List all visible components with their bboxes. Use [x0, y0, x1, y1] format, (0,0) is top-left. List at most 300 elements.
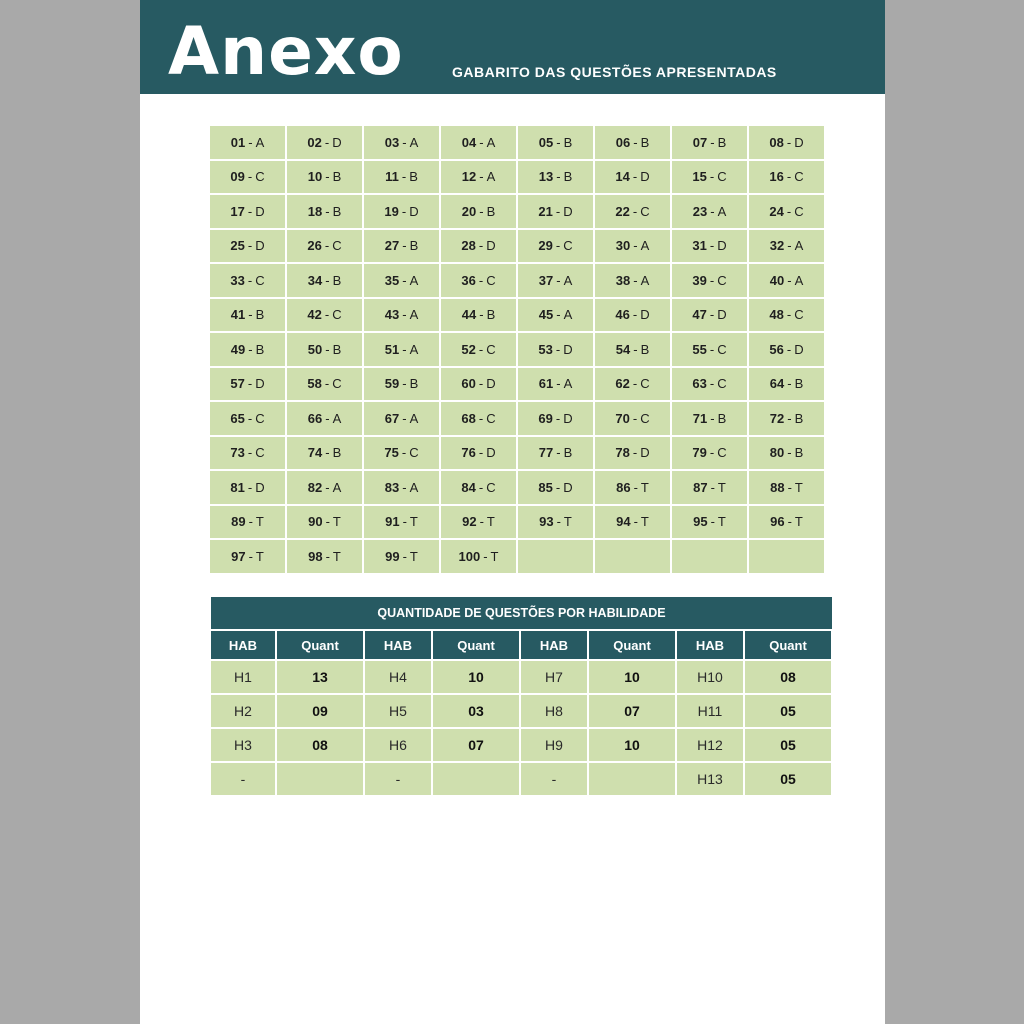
answer-letter: A — [409, 341, 419, 357]
answer-letter: D — [563, 341, 573, 357]
answer-separator: - — [479, 134, 484, 150]
answer-letter: C — [640, 203, 650, 219]
skill-code-cell: H1 — [211, 661, 275, 693]
answer-separator: - — [556, 169, 561, 185]
question-number: 61 — [538, 376, 554, 392]
answer-letter: D — [794, 134, 804, 150]
answer-letter: B — [563, 169, 573, 185]
answer-key-cell — [595, 333, 670, 366]
question-number: 86 — [616, 479, 631, 495]
question-number: 36 — [461, 272, 476, 288]
question-number: 59 — [384, 376, 400, 392]
skill-code-cell: - — [521, 763, 587, 795]
question-number: 100 — [458, 548, 481, 564]
answer-separator: - — [325, 548, 330, 564]
answer-letter: D — [409, 203, 419, 219]
question-number: 52 — [461, 341, 476, 357]
answer-letter: C — [486, 479, 496, 495]
answer-separator: - — [786, 307, 792, 323]
answer-separator: - — [709, 376, 715, 392]
answer-separator: - — [710, 514, 715, 530]
answer-separator: - — [479, 203, 484, 219]
question-number: 19 — [384, 203, 399, 219]
answer-letter: D — [486, 238, 496, 254]
question-number: 84 — [461, 479, 476, 495]
answer-separator: - — [401, 169, 407, 185]
answer-key-cell — [364, 264, 439, 297]
answer-letter: A — [486, 169, 496, 185]
answer-letter: T — [255, 514, 264, 530]
answer-key-cell — [672, 506, 747, 539]
skill-quantity-cell: 09 — [277, 695, 363, 727]
question-number: 33 — [230, 272, 245, 288]
answer-key-cell — [364, 161, 439, 194]
question-number: 37 — [538, 272, 554, 288]
answer-key-grid — [210, 126, 824, 573]
answer-key-cell — [672, 437, 747, 470]
question-number: 24 — [769, 203, 784, 219]
answer-key-cell — [518, 161, 593, 194]
question-number: 55 — [692, 341, 707, 357]
skill-quantity-cell — [589, 763, 675, 795]
answer-separator: - — [786, 203, 792, 219]
question-number: 01 — [230, 134, 246, 150]
answer-letter: T — [640, 479, 649, 495]
skill-code-cell: H4 — [365, 661, 431, 693]
skill-code-cell: H5 — [365, 695, 431, 727]
answer-key-cell — [672, 540, 747, 573]
answer-letter: B — [409, 169, 418, 185]
answer-letter: C — [255, 169, 265, 185]
answer-letter: B — [717, 410, 727, 426]
answer-letter: C — [332, 376, 342, 392]
answer-separator: - — [248, 548, 253, 564]
answer-key-cell — [441, 126, 516, 159]
column-header-hab: HAB — [677, 631, 743, 659]
question-number: 99 — [385, 548, 400, 564]
answer-separator: - — [248, 514, 253, 530]
answer-separator: - — [325, 514, 330, 530]
answer-separator: - — [247, 376, 253, 392]
answer-separator: - — [325, 479, 330, 495]
question-number: 80 — [769, 445, 785, 461]
answer-key-cell — [287, 540, 362, 573]
question-number: 79 — [692, 445, 707, 461]
answer-letter: A — [794, 272, 804, 288]
answer-letter: T — [794, 514, 803, 530]
answer-letter: B — [717, 134, 727, 150]
question-number: 10 — [307, 169, 323, 185]
column-header-hab: HAB — [211, 631, 275, 659]
question-number: 58 — [307, 376, 322, 392]
answer-separator: - — [248, 307, 253, 323]
column-header-quant: Quant — [589, 631, 675, 659]
skill-code-cell: H12 — [677, 729, 743, 761]
answer-letter: B — [563, 445, 573, 461]
answer-key-cell — [595, 471, 670, 504]
question-number: 08 — [769, 134, 784, 150]
question-number: 25 — [230, 238, 245, 254]
question-number: 73 — [230, 445, 245, 461]
answer-key-cell — [749, 402, 824, 435]
answer-key-cell — [518, 333, 593, 366]
answer-letter: D — [563, 479, 573, 495]
answer-key-cell — [364, 230, 439, 263]
answer-separator: - — [709, 307, 715, 323]
answer-letter: B — [409, 238, 419, 254]
skill-quantity-cell: 05 — [745, 763, 831, 795]
answer-key-cell — [364, 333, 439, 366]
answer-separator: - — [555, 238, 561, 254]
skill-quantity-cell: 10 — [433, 661, 519, 693]
answer-key-cell — [364, 540, 439, 573]
answer-letter: C — [717, 445, 727, 461]
answer-separator: - — [402, 410, 407, 426]
answer-separator: - — [709, 238, 715, 254]
answer-key-cell — [595, 299, 670, 332]
answer-key-cell — [287, 195, 362, 228]
skills-table-title: QUANTIDADE DE QUESTÕES POR HABILIDADE — [211, 597, 832, 629]
answer-key-cell — [595, 368, 670, 401]
question-number: 26 — [307, 238, 322, 254]
answer-key-cell — [287, 299, 362, 332]
answer-key-cell — [518, 402, 593, 435]
question-number: 31 — [692, 238, 707, 254]
answer-separator: - — [710, 410, 715, 426]
question-number: 60 — [461, 376, 476, 392]
answer-separator: - — [556, 307, 561, 323]
answer-separator: - — [786, 134, 792, 150]
answer-letter: T — [717, 479, 726, 495]
answer-key-cell — [287, 402, 362, 435]
skill-code-cell: H11 — [677, 695, 743, 727]
column-header-quant: Quant — [745, 631, 831, 659]
question-number: 68 — [461, 410, 476, 426]
answer-key-cell — [210, 264, 285, 297]
answer-separator: - — [632, 169, 638, 185]
answer-separator: - — [478, 238, 484, 254]
question-number: 04 — [461, 134, 477, 150]
answer-letter: A — [255, 134, 265, 150]
answer-letter: D — [486, 445, 496, 461]
question-number: 89 — [231, 514, 246, 530]
answer-key-cell — [210, 299, 285, 332]
answer-separator: - — [478, 410, 484, 426]
answer-key-cell — [210, 437, 285, 470]
answer-separator: - — [787, 445, 792, 461]
answer-letter: C — [717, 169, 727, 185]
answer-key-cell — [749, 230, 824, 263]
answer-letter: D — [255, 479, 265, 495]
answer-separator: - — [401, 203, 407, 219]
answer-key-cell — [518, 506, 593, 539]
answer-key-cell — [749, 161, 824, 194]
answer-key-cell — [441, 195, 516, 228]
answer-key-cell — [749, 126, 824, 159]
answer-key-cell — [364, 299, 439, 332]
answer-key-cell — [287, 126, 362, 159]
answer-key-cell — [287, 368, 362, 401]
answer-separator: - — [633, 479, 638, 495]
question-number: 11 — [385, 169, 399, 185]
answer-letter: T — [332, 514, 341, 530]
answer-key-cell — [749, 299, 824, 332]
answer-separator: - — [786, 341, 792, 357]
answer-letter: D — [255, 238, 265, 254]
answer-letter: B — [794, 410, 804, 426]
question-number: 09 — [230, 169, 245, 185]
answer-letter: D — [794, 341, 804, 357]
answer-separator: - — [479, 514, 484, 530]
answer-key-cell — [210, 506, 285, 539]
answer-letter: T — [409, 514, 418, 530]
answer-key-cell — [595, 126, 670, 159]
answer-separator: - — [633, 238, 638, 254]
answer-letter: D — [640, 307, 650, 323]
answer-key-cell — [364, 195, 439, 228]
answer-key-cell — [595, 437, 670, 470]
question-number: 23 — [692, 203, 708, 219]
answer-separator: - — [555, 479, 561, 495]
question-number: 13 — [538, 169, 554, 185]
question-number: 39 — [692, 272, 707, 288]
answer-separator: - — [478, 341, 484, 357]
answer-letter: C — [794, 307, 804, 323]
question-number: 41 — [230, 307, 246, 323]
answer-letter: A — [563, 307, 573, 323]
question-number: 98 — [308, 548, 323, 564]
question-number: 94 — [616, 514, 631, 530]
answer-key-cell — [287, 230, 362, 263]
answer-separator: - — [324, 134, 330, 150]
answer-letter: B — [794, 445, 804, 461]
answer-letter: T — [409, 548, 418, 564]
skill-code-cell: - — [211, 763, 275, 795]
skill-code-cell: - — [365, 763, 431, 795]
answer-key-cell — [210, 230, 285, 263]
answer-key-cell — [518, 471, 593, 504]
answer-separator: - — [556, 445, 561, 461]
answer-separator: - — [556, 376, 561, 392]
answer-separator: - — [324, 307, 330, 323]
skill-code-cell: H2 — [211, 695, 275, 727]
column-header-quant: Quant — [433, 631, 519, 659]
answer-separator: - — [786, 169, 792, 185]
answer-letter: C — [332, 238, 342, 254]
answer-key-cell — [210, 471, 285, 504]
answer-key-cell — [287, 437, 362, 470]
answer-separator: - — [710, 203, 715, 219]
answer-letter: D — [640, 445, 650, 461]
answer-key-cell — [672, 402, 747, 435]
answer-letter: A — [486, 134, 496, 150]
answer-key-cell — [441, 264, 516, 297]
answer-key-cell — [441, 506, 516, 539]
answer-separator: - — [247, 445, 253, 461]
answer-key-cell — [364, 506, 439, 539]
answer-key-cell — [518, 230, 593, 263]
answer-key-cell — [749, 195, 824, 228]
answer-separator: - — [402, 479, 407, 495]
skills-table-grid — [211, 631, 832, 795]
skill-quantity-cell: 05 — [745, 729, 831, 761]
answer-separator: - — [402, 341, 407, 357]
answer-letter: A — [794, 238, 804, 254]
answer-key-cell — [672, 471, 747, 504]
question-number: 63 — [692, 376, 707, 392]
answer-key-cell — [518, 195, 593, 228]
skill-code-cell: H8 — [521, 695, 587, 727]
answer-key-cell — [210, 195, 285, 228]
question-number: 67 — [384, 410, 400, 426]
answer-separator: - — [325, 445, 330, 461]
answer-key-cell — [441, 437, 516, 470]
question-number: 92 — [462, 514, 477, 530]
answer-separator: - — [632, 376, 638, 392]
answer-separator: - — [402, 376, 407, 392]
answer-key-cell — [595, 540, 670, 573]
answer-separator: - — [247, 272, 253, 288]
answer-separator: - — [709, 169, 715, 185]
answer-letter: B — [332, 169, 342, 185]
question-number: 46 — [615, 307, 630, 323]
question-number: 66 — [307, 410, 323, 426]
answer-letter: A — [332, 479, 342, 495]
answer-letter: A — [409, 272, 419, 288]
question-number: 62 — [615, 376, 630, 392]
answer-letter: D — [717, 307, 727, 323]
answer-key-cell — [518, 540, 593, 573]
skill-quantity-cell: 08 — [745, 661, 831, 693]
answer-separator: - — [483, 548, 488, 564]
answer-separator: - — [248, 134, 253, 150]
answer-letter: T — [490, 548, 499, 564]
question-number: 18 — [307, 203, 323, 219]
question-number: 90 — [308, 514, 323, 530]
question-number: 20 — [461, 203, 477, 219]
answer-letter: T — [486, 514, 495, 530]
answer-separator: - — [247, 479, 253, 495]
answer-key-cell — [672, 161, 747, 194]
answer-key-cell — [287, 471, 362, 504]
answer-key-cell — [595, 230, 670, 263]
answer-separator: - — [787, 479, 792, 495]
answer-separator: - — [633, 514, 638, 530]
answer-separator: - — [325, 272, 330, 288]
question-number: 12 — [461, 169, 477, 185]
answer-key-cell — [518, 299, 593, 332]
answer-key-cell — [210, 333, 285, 366]
question-number: 76 — [461, 445, 476, 461]
answer-separator: - — [325, 169, 330, 185]
answer-separator: - — [325, 410, 330, 426]
answer-separator: - — [324, 238, 330, 254]
answer-separator: - — [787, 272, 792, 288]
column-header-quant: Quant — [277, 631, 363, 659]
answer-key-cell — [595, 264, 670, 297]
answer-letter: B — [640, 341, 650, 357]
answer-letter: B — [255, 341, 265, 357]
question-number: 06 — [615, 134, 631, 150]
answer-separator: - — [247, 410, 253, 426]
answer-key-cell — [210, 126, 285, 159]
answer-key-cell — [595, 161, 670, 194]
answer-letter: D — [563, 203, 573, 219]
question-number: 81 — [230, 479, 245, 495]
answer-letter: B — [486, 307, 496, 323]
question-number: 74 — [307, 445, 323, 461]
answer-separator: - — [787, 376, 792, 392]
answer-letter: A — [563, 376, 573, 392]
page-subtitle: GABARITO DAS QUESTÕES APRESENTADAS — [452, 64, 777, 80]
question-number: 93 — [539, 514, 554, 530]
question-number: 07 — [692, 134, 708, 150]
answer-separator: - — [325, 341, 330, 357]
answer-key-cell — [441, 299, 516, 332]
answer-separator: - — [710, 134, 715, 150]
answer-separator: - — [402, 548, 407, 564]
answer-separator: - — [247, 203, 253, 219]
answer-key-cell — [595, 195, 670, 228]
answer-key-cell — [595, 506, 670, 539]
question-number: 77 — [538, 445, 554, 461]
question-number: 22 — [615, 203, 630, 219]
question-number: 64 — [769, 376, 785, 392]
page-title: Anexo — [168, 13, 404, 90]
skill-quantity-cell: 10 — [589, 729, 675, 761]
answer-separator: - — [478, 376, 484, 392]
answer-key-cell — [749, 264, 824, 297]
skill-quantity-cell: 08 — [277, 729, 363, 761]
answer-letter: C — [332, 307, 342, 323]
answer-letter: B — [332, 445, 342, 461]
answer-key-cell — [672, 264, 747, 297]
answer-letter: T — [717, 514, 726, 530]
skill-code-cell: H9 — [521, 729, 587, 761]
answer-separator: - — [401, 445, 407, 461]
answer-key-cell — [210, 402, 285, 435]
answer-key-cell — [518, 264, 593, 297]
answer-key-cell — [672, 368, 747, 401]
answer-letter: T — [640, 514, 649, 530]
answer-letter: C — [640, 410, 650, 426]
question-number: 82 — [307, 479, 323, 495]
question-number: 27 — [384, 238, 400, 254]
answer-key-cell — [672, 126, 747, 159]
question-number: 43 — [384, 307, 400, 323]
answer-letter: T — [332, 548, 341, 564]
question-number: 03 — [384, 134, 400, 150]
answer-key-cell — [518, 368, 593, 401]
answer-separator: - — [633, 134, 638, 150]
answer-separator: - — [633, 272, 638, 288]
question-number: 44 — [461, 307, 477, 323]
question-number: 88 — [770, 479, 785, 495]
answer-key-cell — [672, 230, 747, 263]
question-number: 40 — [769, 272, 785, 288]
question-number: 02 — [307, 134, 322, 150]
column-header-hab: HAB — [365, 631, 431, 659]
answer-separator: - — [402, 514, 407, 530]
question-number: 49 — [230, 341, 246, 357]
question-number: 54 — [615, 341, 631, 357]
answer-letter: C — [640, 376, 650, 392]
question-number: 34 — [307, 272, 323, 288]
answer-key-cell — [441, 161, 516, 194]
answer-separator: - — [555, 410, 561, 426]
answer-key-cell — [364, 402, 439, 435]
question-number: 48 — [769, 307, 784, 323]
